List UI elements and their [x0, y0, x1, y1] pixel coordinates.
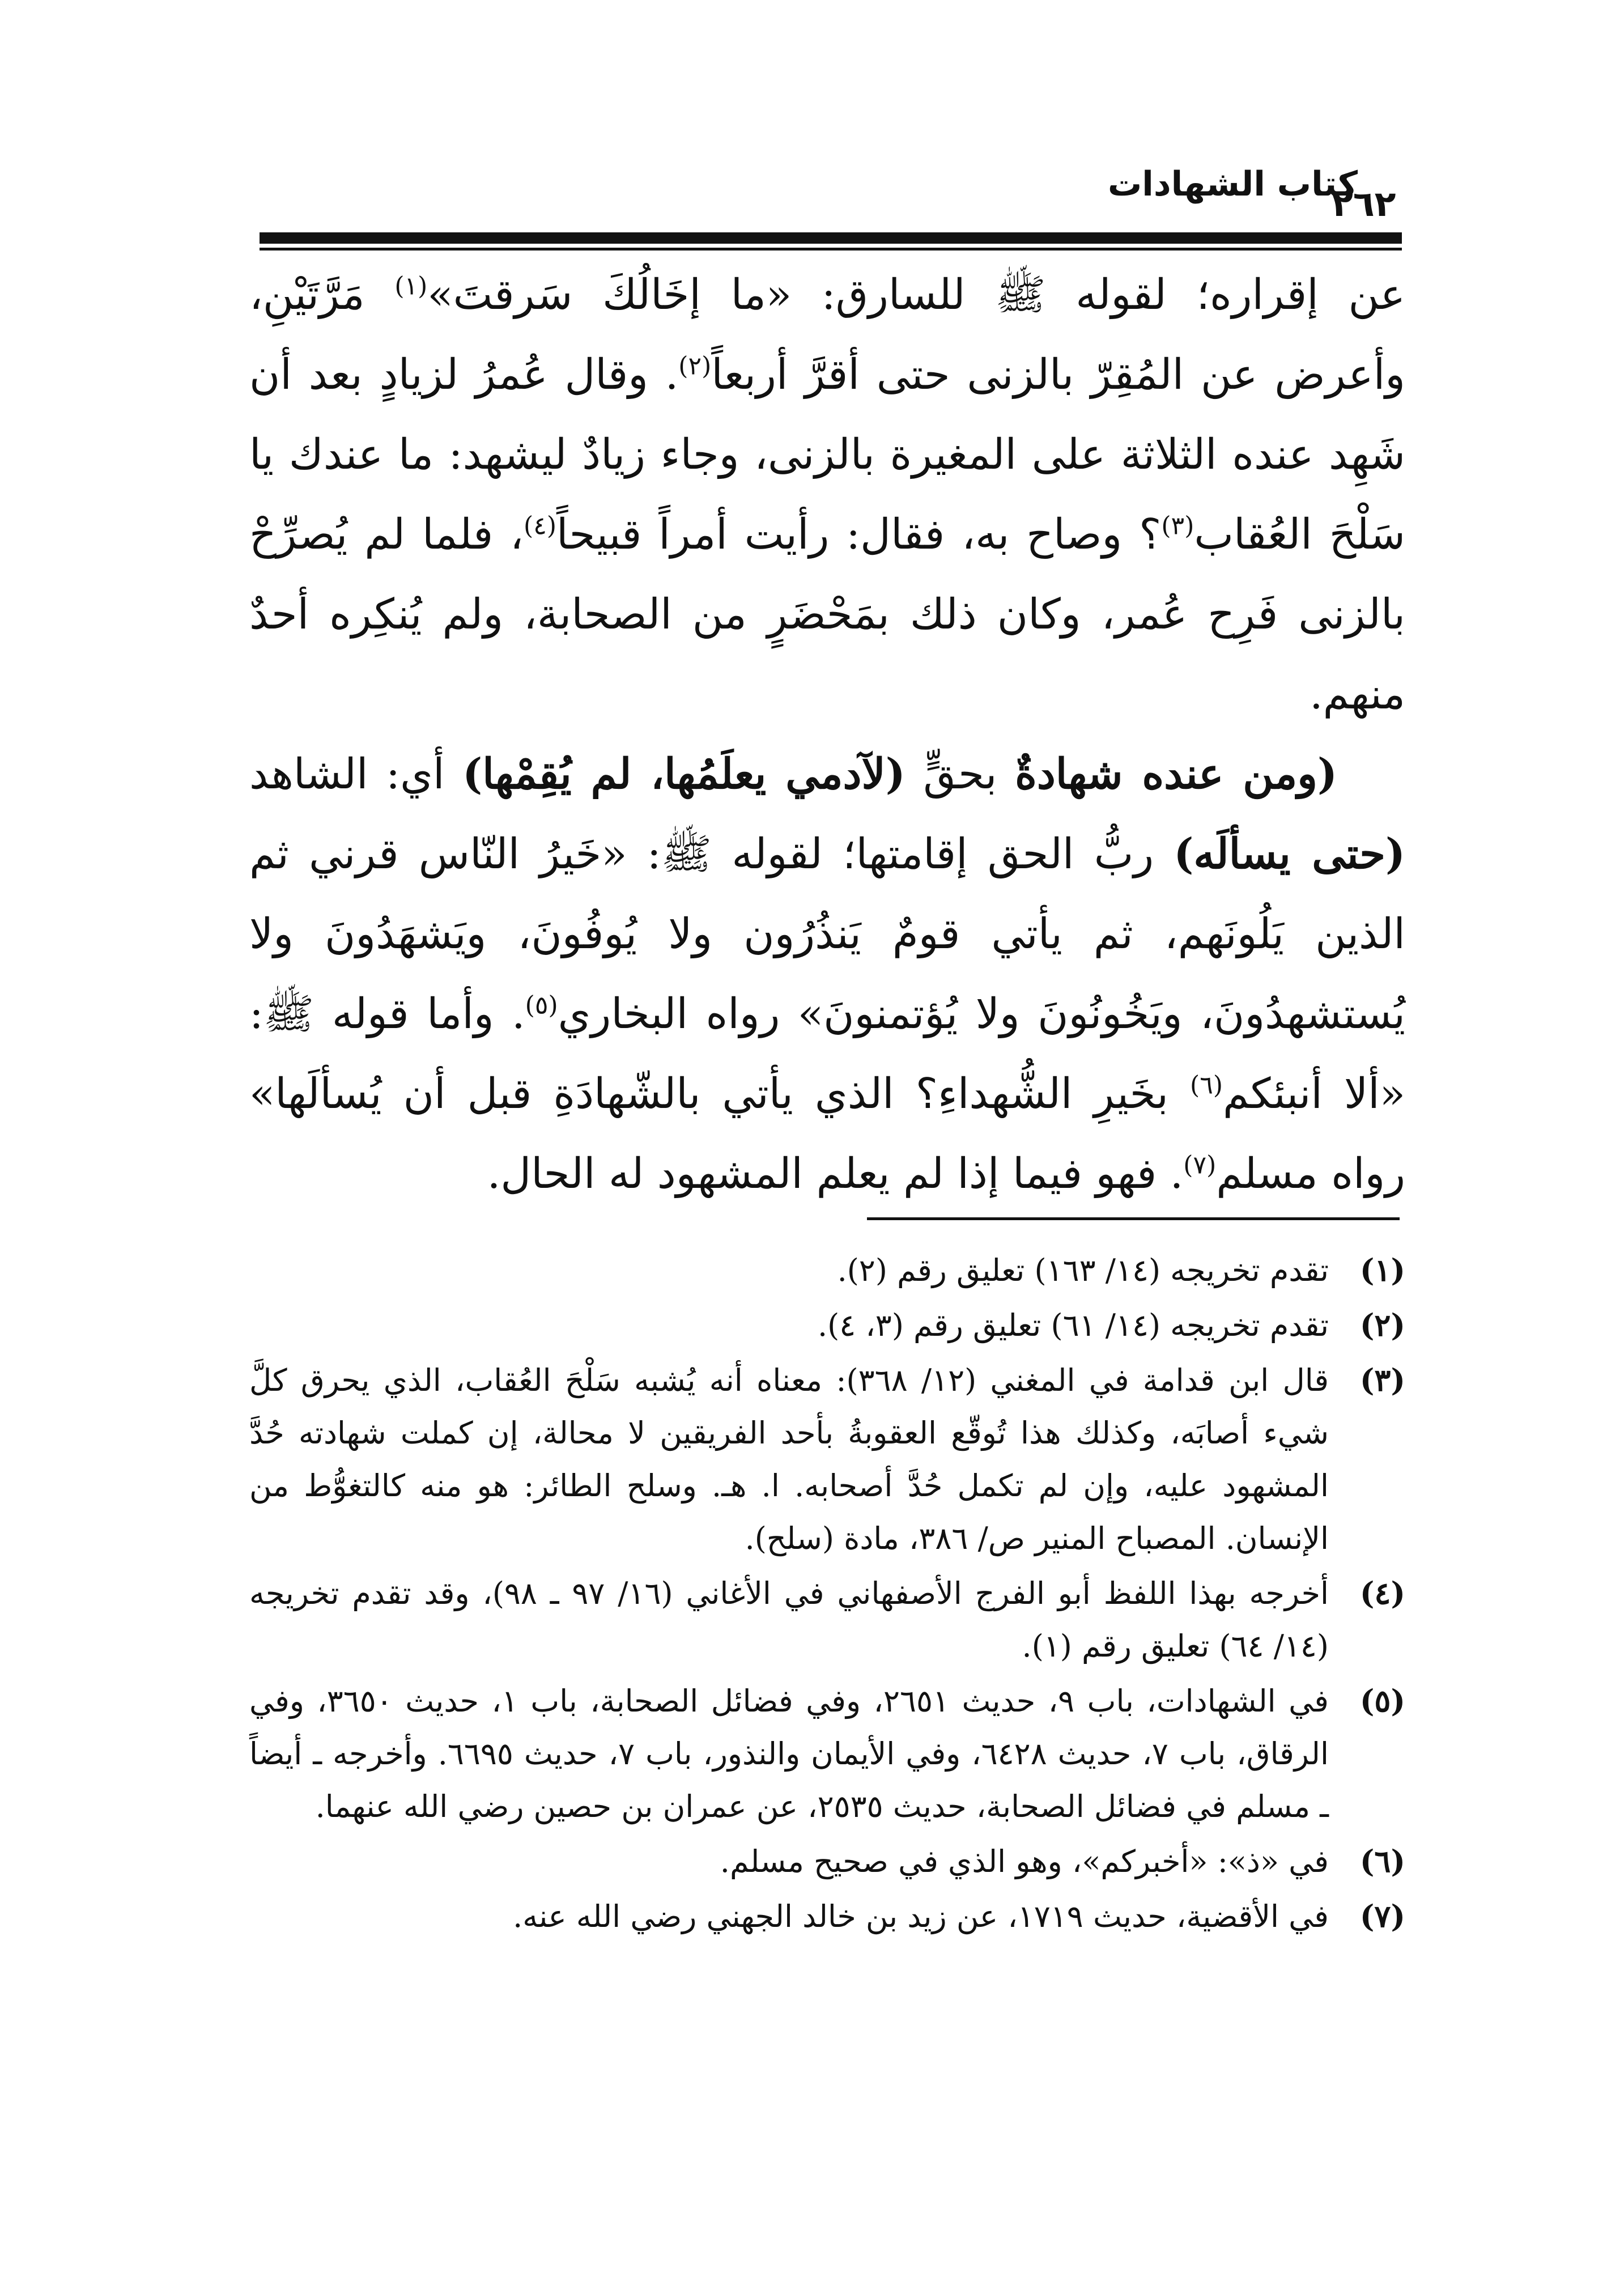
- footnote-text: أخرجه بهذا اللفظ أبو الفرج الأصفهاني في الأغاني (١٦/ ٩٧ ـ ٩٨)، وقد تقدم تخريجه (١٤/ ٦٤) تعليق رقم (١).: [249, 1576, 1329, 1664]
- footnote-5: [249, 1675, 1405, 1833]
- footnote-number: (٥): [1359, 1683, 1405, 1719]
- text-span: . وقال عُمرُ لزيادٍ بعد أن شَهِد عنده الثلاثة على المغيرة بالزنى، وجاء زيادٌ ليشهد: ما عندك يا سَلْحَ العُقاب: [249, 350, 1405, 559]
- footnote-ref-5[interactable]: (٥): [525, 991, 558, 1020]
- footnote-number: (٢): [1359, 1307, 1405, 1343]
- header-rule-thick: [260, 232, 1402, 244]
- footnote-ref-1[interactable]: (١): [394, 271, 428, 301]
- text-span: . وأما قوله ﷺ: «ألا أنبئكم: [249, 990, 1405, 1118]
- footnote-ref-4[interactable]: (٤): [524, 511, 556, 541]
- footnote-4: [249, 1567, 1405, 1672]
- matn-text: (ومن عنده شهادةٌ: [1015, 750, 1338, 799]
- paragraph-1: [249, 255, 1405, 734]
- footnote-1: [249, 1244, 1405, 1297]
- footnotes: [249, 1244, 1405, 1945]
- footnote-text: تقدم تخريجه (١٤/ ١٦٣) تعليق رقم (٢).: [837, 1252, 1329, 1288]
- text-span: . فهو فيما إذا لم يعلم المشهود له الحال.: [487, 1149, 1184, 1198]
- paragraph-2: [249, 734, 1405, 1214]
- text-span: مَرَّتَيْنِ، وأعرض عن المُقِرّ بالزنى حتى أقرَّ أربعاً: [249, 270, 1405, 399]
- footnote-text: تقدم تخريجه (١٤/ ٦١) تعليق رقم (٣، ٤).: [817, 1307, 1329, 1343]
- footnote-text: في الأقضية، حديث ١٧١٩، عن زيد بن خالد الجهني رضي الله عنه.: [513, 1899, 1329, 1934]
- text-span: بحقٍّ: [905, 750, 1015, 799]
- text-span: بخَيرِ الشُّهداءِ؟ الذي يأتي بالشّهادَةِ قبل أن يُسألَها» رواه مسلم: [249, 1069, 1405, 1198]
- footnote-3: [249, 1354, 1405, 1565]
- footnote-ref-2[interactable]: (٢): [678, 351, 712, 381]
- matn-text: (لآدمي يعلَمُها، لم يُقِمْها): [462, 750, 905, 799]
- footnote-6: [249, 1835, 1405, 1888]
- footnote-text: قال ابن قدامة في المغني (١٢/ ٣٦٨): معناه أنه يُشبه سَلْحَ العُقاب، الذي يحرق كلَّ شيء أصابَه، وكذلك هذا تُوقّع العقوبةُ بأحد الفريقين لا محالة، إن كملت شهادته حُدَّ المشهود عليه، وإن لم تكمل حُدَّ أصحابه. ا. هـ. وسلح الطائر: هو منه كالتغوُّط من الإنسان. المصباح المنير ص/ ٣٨٦، مادة (سلح).: [249, 1362, 1329, 1556]
- footnote-number: (٧): [1359, 1898, 1405, 1934]
- text-span: ، فلما لم يُصرِّحْ بالزنى فَرِح عُمر، وكان ذلك بمَحْضَرٍ من الصحابة، ولم يُنكِره أحدٌ منهم.: [249, 510, 1405, 719]
- footnote-text: في الشهادات، باب ٩، حديث ٢٦٥١، وفي فضائل الصحابة، باب ١، حديث ٣٦٥٠، وفي الرقاق، باب ٧، حديث ٦٤٢٨، وفي الأيمان والنذور، باب ٧، حديث ٦٦٩٥. وأخرجه ـ أيضاً ـ مسلم في فضائل الصحابة، حديث ٢٥٣٥، عن عمران بن حصين رضي الله عنهما.: [249, 1683, 1329, 1824]
- footnote-ref-3[interactable]: (٣): [1161, 511, 1194, 541]
- footnote-number: (٣): [1359, 1362, 1405, 1398]
- footnote-text: في «ذ»: «أخبركم»، وهو الذي في صحيح مسلم.: [720, 1844, 1329, 1879]
- footnote-separator: [867, 1217, 1400, 1220]
- text-span: ربُّ الحق إقامتها؛ لقوله ﷺ: «خَيرُ النّاس قرني ثم الذين يَلُونَهم، ثم يأتي قومٌ يَنذُرُون ولا يُوفُونَ، ويَشهَدُونَ ولا يُستشهدُونَ، ويَخُونُونَ ولا يُؤتمنونَ» رواه البخاري: [249, 830, 1405, 1038]
- text-span: ؟ وصاح به، فقال: رأيت أمراً قبيحاً: [556, 510, 1162, 559]
- footnote-7: [249, 1890, 1405, 1943]
- footnote-ref-6[interactable]: (٦): [1190, 1071, 1223, 1100]
- running-title: كتاب الشهادات: [1107, 164, 1358, 204]
- footnote-ref-7[interactable]: (٧): [1183, 1150, 1217, 1180]
- footnote-number: (١): [1359, 1252, 1405, 1288]
- text-span: أي: الشاهد: [249, 750, 463, 799]
- footnote-2: [249, 1299, 1405, 1352]
- text-span: عن إقراره؛ لقوله ﷺ للسارق: «ما إخَالُكَ سَرقتَ»: [427, 270, 1405, 319]
- matn-text: (حتى يسألَه): [1174, 830, 1405, 878]
- header-rule-thin: [260, 248, 1402, 250]
- main-text: [249, 255, 1405, 1214]
- page-number: ٢٦٢: [1332, 183, 1396, 224]
- footnote-number: (٦): [1359, 1843, 1405, 1879]
- footnote-number: (٤): [1359, 1575, 1405, 1611]
